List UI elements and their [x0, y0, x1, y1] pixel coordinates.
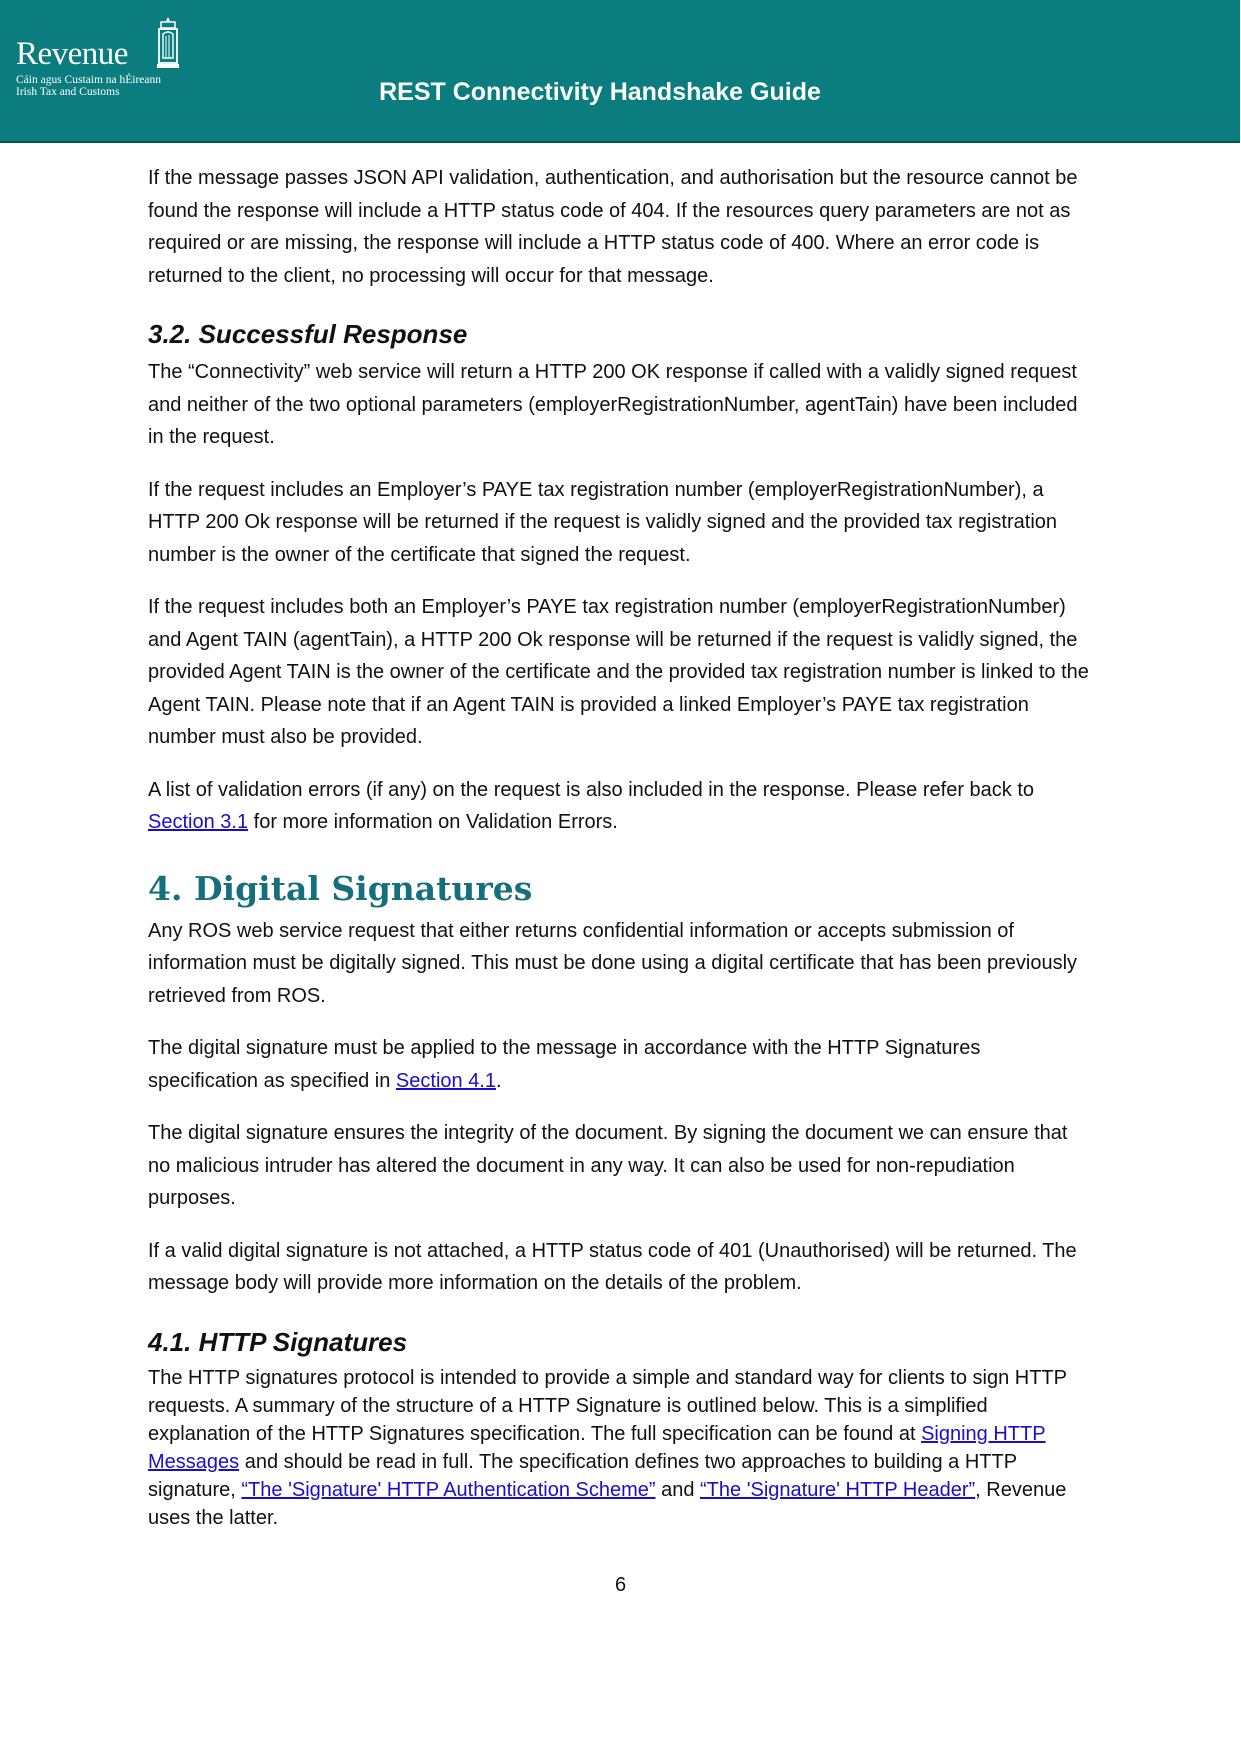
text-run: for more information on Validation Errors. [248, 811, 618, 833]
logo-wordmark: Revenue [16, 36, 128, 72]
text-run: and [655, 1478, 701, 1501]
paragraph-employer-registration: If the request includes an Employer’s PAYE tax registration number (employerRegistrationNumber), a HTTP 200 Ok response will be returned if the request is validly signed and the provided tax registration number is the owner of the certificate that signed the request. [148, 478, 1058, 566]
text-run: and should be read in full. The specification defines two approaches to building a HTTP signature, [148, 1450, 1017, 1501]
link-section-4-1[interactable]: Section 4.1 [395, 1069, 496, 1092]
link-signing-http-messages[interactable]: Signing HTTP Messages [148, 1422, 1046, 1473]
heading-4-digital-signatures: 4. Digital Signatures [148, 868, 533, 908]
text-run: . [496, 1069, 502, 1092]
paragraph-401: If a valid digital signature is not attached, a HTTP status code of 401 (Unauthorised) will be returned. The message body will provide more information on the details of the problem. [148, 1239, 1077, 1294]
paragraph-validation-errors [148, 774, 1093, 839]
heading-3-2-successful-response: 3.2. Successful Response [148, 319, 468, 349]
page-content [148, 162, 1093, 1552]
link-signature-auth-scheme[interactable]: “The 'Signature' HTTP Authentication Scheme” [241, 1478, 656, 1501]
document-title: REST Connectivity Handshake Guide [379, 78, 821, 106]
paragraph-200-ok: The “Connectivity” web service will return a HTTP 200 OK response if called with a validly signed request and neither of the two optional parameters (employerRegistrationNumber, agentTain) have been included in the request. [148, 361, 1078, 448]
logo-subtitle-irish: Cáin agus Custaim na hÉireann [16, 74, 161, 86]
paragraph-integrity: The digital signature ensures the integrity of the document. By signing the document we can ensure that no malicious intruder has altered the document in any way. It can also be used for non-repudiation purposes. [148, 1122, 1068, 1209]
logo-subtitle [16, 74, 161, 98]
text-run: , Revenue uses the latter. [148, 1478, 1067, 1529]
paragraph-signature-spec [148, 1032, 1093, 1097]
paragraph-http-signatures [148, 1364, 1093, 1532]
text-run: The digital signature must be applied to the message in accordance with the HTTP Signatures specification as specified in [148, 1037, 981, 1092]
harp-icon [156, 16, 180, 72]
paragraph-error-codes: If the message passes JSON API validation, authentication, and authorisation but the resource cannot be found the response will include a HTTP status code of 404. If the resources query parameters are not as required or are missing, the response will include a HTTP status code of 400. Where an error code is returned to the client, no processing will occur for that message. [148, 167, 1078, 287]
paragraph-agent-tain: If the request includes both an Employer’s PAYE tax registration number (employerRegistrationNumber) and Agent TAIN (agentTain), a HTTP 200 Ok response will be returned if the request is validly signed, the provided Agent TAIN is the owner of the certificate and the provided tax registration number is linked to the Agent TAIN. Please note that if an Agent TAIN is provided a linked Employer’s PAYE tax registration number must also be provided. [148, 596, 1089, 748]
heading-4-1-http-signatures: 4.1. HTTP Signatures [148, 1326, 408, 1357]
page-header [0, 0, 1240, 143]
paragraph-ros-signing: Any ROS web service request that either returns confidential information or accepts submission of information must be digitally signed. This must be done using a digital certificate that has been previously retrieved from ROS. [148, 919, 1078, 1007]
link-signature-http-header[interactable]: “The 'Signature' HTTP Header” [700, 1478, 976, 1501]
text-run: The HTTP signatures protocol is intended to provide a simple and standard way for clients to sign HTTP requests. A summary of the structure of a HTTP Signature is outlined below. This is a simplified explanation of the HTTP Signatures specification. The full specification can be found at [148, 1366, 1067, 1445]
text-run: A list of validation errors (if any) on the request is also included in the response. Please refer back to [148, 778, 1035, 801]
link-section-3-1[interactable]: Section 3.1 [148, 811, 249, 833]
page-number: 6 [614, 1574, 627, 1596]
logo-subtitle-english: Irish Tax and Customs [16, 86, 120, 98]
